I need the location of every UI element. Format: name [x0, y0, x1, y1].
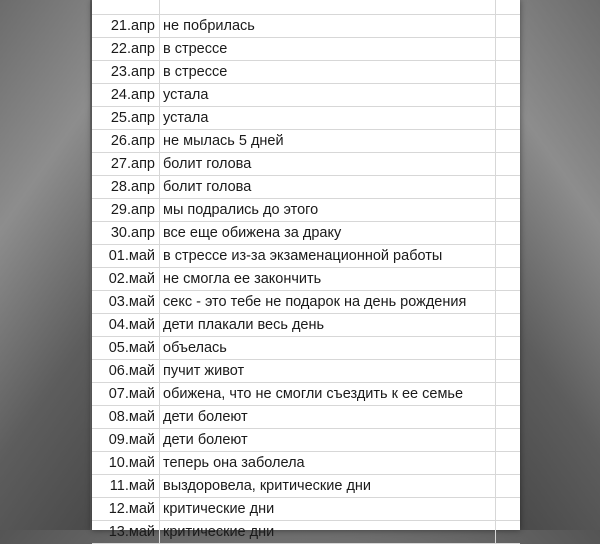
- note-cell[interactable]: объелась: [160, 337, 496, 359]
- date-cell[interactable]: 01.май: [92, 245, 160, 267]
- table-row: [92, 176, 520, 199]
- empty-cell[interactable]: [496, 429, 520, 451]
- date-cell[interactable]: 30.апр: [92, 222, 160, 244]
- table-row: [92, 337, 520, 360]
- empty-cell[interactable]: [496, 84, 520, 106]
- date-cell[interactable]: [92, 0, 160, 14]
- note-cell[interactable]: [160, 0, 496, 14]
- note-cell[interactable]: устала: [160, 84, 496, 106]
- date-cell[interactable]: 12.май: [92, 498, 160, 520]
- date-cell[interactable]: 05.май: [92, 337, 160, 359]
- date-cell[interactable]: 03.май: [92, 291, 160, 313]
- table-row: [92, 15, 520, 38]
- empty-cell[interactable]: [496, 337, 520, 359]
- table-row: [92, 153, 520, 176]
- date-cell[interactable]: 09.май: [92, 429, 160, 451]
- table-row: [92, 245, 520, 268]
- note-cell[interactable]: секс - это тебе не подарок на день рождения: [160, 291, 496, 313]
- note-cell[interactable]: выздоровела, критические дни: [160, 475, 496, 497]
- empty-cell[interactable]: [496, 38, 520, 60]
- spreadsheet-grid: [92, 0, 520, 544]
- table-row: [92, 84, 520, 107]
- date-cell[interactable]: 23.апр: [92, 61, 160, 83]
- empty-cell[interactable]: [496, 15, 520, 37]
- empty-cell[interactable]: [496, 0, 520, 14]
- note-cell[interactable]: не побрилась: [160, 15, 496, 37]
- empty-cell[interactable]: [496, 199, 520, 221]
- date-cell[interactable]: 26.апр: [92, 130, 160, 152]
- table-row: [92, 268, 520, 291]
- background-right: [520, 0, 600, 530]
- table-row: [92, 38, 520, 61]
- empty-cell[interactable]: [496, 406, 520, 428]
- empty-cell[interactable]: [496, 521, 520, 543]
- date-cell[interactable]: 13.май: [92, 521, 160, 543]
- date-cell[interactable]: 04.май: [92, 314, 160, 336]
- note-cell[interactable]: дети болеют: [160, 429, 496, 451]
- note-cell[interactable]: в стрессе: [160, 61, 496, 83]
- empty-cell[interactable]: [496, 222, 520, 244]
- table-row: [92, 521, 520, 544]
- background-left: [0, 0, 90, 530]
- note-cell[interactable]: критические дни: [160, 521, 496, 543]
- note-cell[interactable]: в стрессе: [160, 38, 496, 60]
- note-cell[interactable]: болит голова: [160, 153, 496, 175]
- note-cell[interactable]: дети болеют: [160, 406, 496, 428]
- date-cell[interactable]: 24.апр: [92, 84, 160, 106]
- date-cell[interactable]: 08.май: [92, 406, 160, 428]
- table-row: [92, 107, 520, 130]
- note-cell[interactable]: обижена, что не смогли съездить к ее семье: [160, 383, 496, 405]
- table-row: [92, 314, 520, 337]
- table-row: [92, 360, 520, 383]
- empty-cell[interactable]: [496, 383, 520, 405]
- empty-cell[interactable]: [496, 61, 520, 83]
- note-cell[interactable]: все еще обижена за драку: [160, 222, 496, 244]
- table-row: [92, 291, 520, 314]
- date-cell[interactable]: 21.апр: [92, 15, 160, 37]
- note-cell[interactable]: пучит живот: [160, 360, 496, 382]
- empty-cell[interactable]: [496, 176, 520, 198]
- note-cell[interactable]: теперь она заболела: [160, 452, 496, 474]
- date-cell[interactable]: 27.апр: [92, 153, 160, 175]
- date-cell[interactable]: 28.апр: [92, 176, 160, 198]
- note-cell[interactable]: мы подрались до этого: [160, 199, 496, 221]
- empty-cell[interactable]: [496, 153, 520, 175]
- note-cell[interactable]: устала: [160, 107, 496, 129]
- table-row: [92, 61, 520, 84]
- date-cell[interactable]: 25.апр: [92, 107, 160, 129]
- empty-cell[interactable]: [496, 107, 520, 129]
- empty-cell[interactable]: [496, 452, 520, 474]
- empty-cell[interactable]: [496, 245, 520, 267]
- empty-cell[interactable]: [496, 291, 520, 313]
- date-cell[interactable]: 02.май: [92, 268, 160, 290]
- spreadsheet: [92, 0, 520, 540]
- empty-cell[interactable]: [496, 360, 520, 382]
- date-cell[interactable]: 06.май: [92, 360, 160, 382]
- empty-cell[interactable]: [496, 314, 520, 336]
- table-row: [92, 452, 520, 475]
- note-cell[interactable]: критические дни: [160, 498, 496, 520]
- table-row: [92, 0, 520, 15]
- note-cell[interactable]: не смогла ее закончить: [160, 268, 496, 290]
- date-cell[interactable]: 29.апр: [92, 199, 160, 221]
- table-row: [92, 475, 520, 498]
- empty-cell[interactable]: [496, 268, 520, 290]
- note-cell[interactable]: дети плакали весь день: [160, 314, 496, 336]
- date-cell[interactable]: 22.апр: [92, 38, 160, 60]
- empty-cell[interactable]: [496, 130, 520, 152]
- note-cell[interactable]: в стрессе из-за экзаменационной работы: [160, 245, 496, 267]
- table-row: [92, 429, 520, 452]
- note-cell[interactable]: не мылась 5 дней: [160, 130, 496, 152]
- table-row: [92, 130, 520, 153]
- date-cell[interactable]: 07.май: [92, 383, 160, 405]
- date-cell[interactable]: 11.май: [92, 475, 160, 497]
- note-cell[interactable]: болит голова: [160, 176, 496, 198]
- date-cell[interactable]: 10.май: [92, 452, 160, 474]
- table-row: [92, 222, 520, 245]
- empty-cell[interactable]: [496, 498, 520, 520]
- empty-cell[interactable]: [496, 475, 520, 497]
- table-row: [92, 498, 520, 521]
- table-row: [92, 383, 520, 406]
- table-row: [92, 199, 520, 222]
- table-row: [92, 406, 520, 429]
